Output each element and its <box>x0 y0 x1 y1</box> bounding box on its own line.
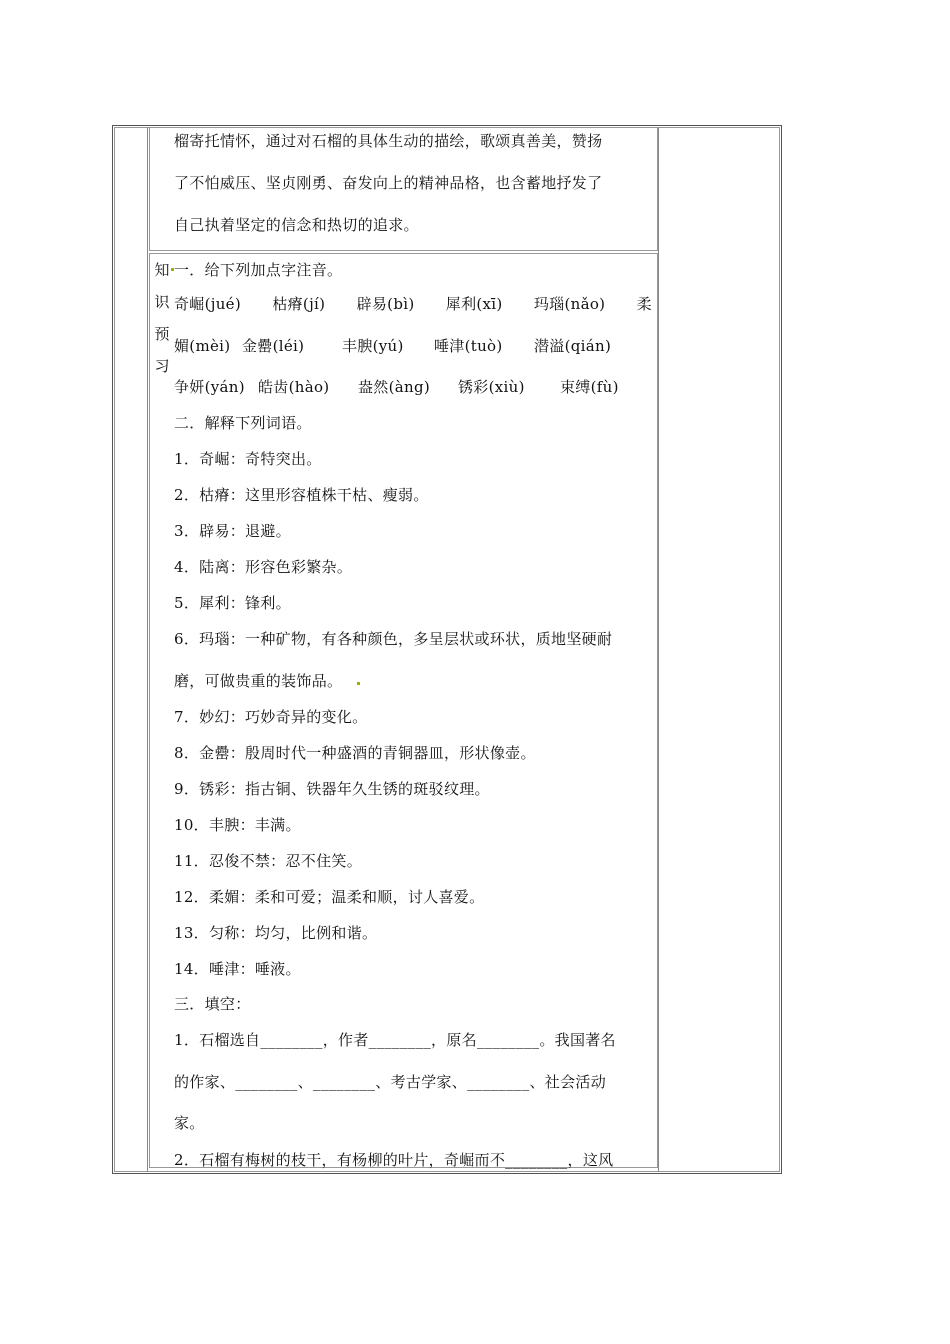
definition-item: 2．枯瘠：这里形容植株干枯、瘦弱。 <box>174 486 429 504</box>
section-title: 一．给下列加点字注音。 <box>174 261 343 279</box>
definition-item: 5．犀利：锋利。 <box>174 594 291 612</box>
section-title: 三．填空： <box>174 995 251 1013</box>
fill-blank-line: 2．石榴有梅树的枝干，有杨柳的叶片，奇崛而不________，这风 <box>174 1151 614 1169</box>
definition-item: 7．妙幻：巧妙奇异的变化。 <box>174 708 368 726</box>
definition-item: 14．唾津：唾液。 <box>174 960 301 978</box>
fill-blank-line: 家。 <box>174 1114 205 1132</box>
definition-item: 6．玛瑙：一种矿物，有各种颜色，多呈层状或环状，质地坚硬耐 <box>174 630 613 648</box>
definition-item: 3．辟易：退避。 <box>174 522 291 540</box>
intro-line: 自己执着坚定的信念和热切的追求。 <box>174 216 419 234</box>
section-label-knowledge-preview: 知 识 预 习 <box>154 261 170 375</box>
definition-item: 8．金罍：殷周时代一种盛酒的青铜器皿，形状像壶。 <box>174 744 536 762</box>
column-divider-right <box>658 127 659 1172</box>
definition-item: 磨，可做贵重的装饰品。 <box>174 672 343 690</box>
definition-item: 9．锈彩：指古铜、铁器年久生锈的斑驳纹理。 <box>174 780 490 798</box>
definition-item: 4．陆离：形容色彩繁杂。 <box>174 558 353 576</box>
intro-line: 了不怕威压、坚贞刚勇、奋发向上的精神品格，也含蓄地抒发了 <box>174 174 603 192</box>
definition-item: 13．匀称：均匀，比例和谐。 <box>174 924 378 942</box>
column-divider-left <box>147 127 148 1172</box>
definition-item: 10．丰腴：丰满。 <box>174 816 301 834</box>
definition-item: 12．柔媚：柔和可爱；温柔和顺，讨人喜爱。 <box>174 888 485 906</box>
definition-item: 1．奇崛：奇特突出。 <box>174 450 322 468</box>
definition-item: 11．忍俊不禁：忍不住笑。 <box>174 852 362 870</box>
intro-line: 榴寄托情怀，通过对石榴的具体生动的描绘，歌颂真善美，赞扬 <box>174 132 603 150</box>
fill-blank-line: 1．石榴选自________，作者________，原名________。我国著名 <box>174 1031 616 1049</box>
pinyin-row: 奇崛(jué) 枯瘠(jí) 辟易(bì) 犀利(xī) 玛瑙(nǎo) 柔 <box>174 295 652 313</box>
section-title: 二．解释下列词语。 <box>174 414 312 432</box>
mark-dot <box>357 682 360 685</box>
fill-blank-line: 的作家、________、________、考古学家、________、社会活动 <box>174 1073 607 1091</box>
